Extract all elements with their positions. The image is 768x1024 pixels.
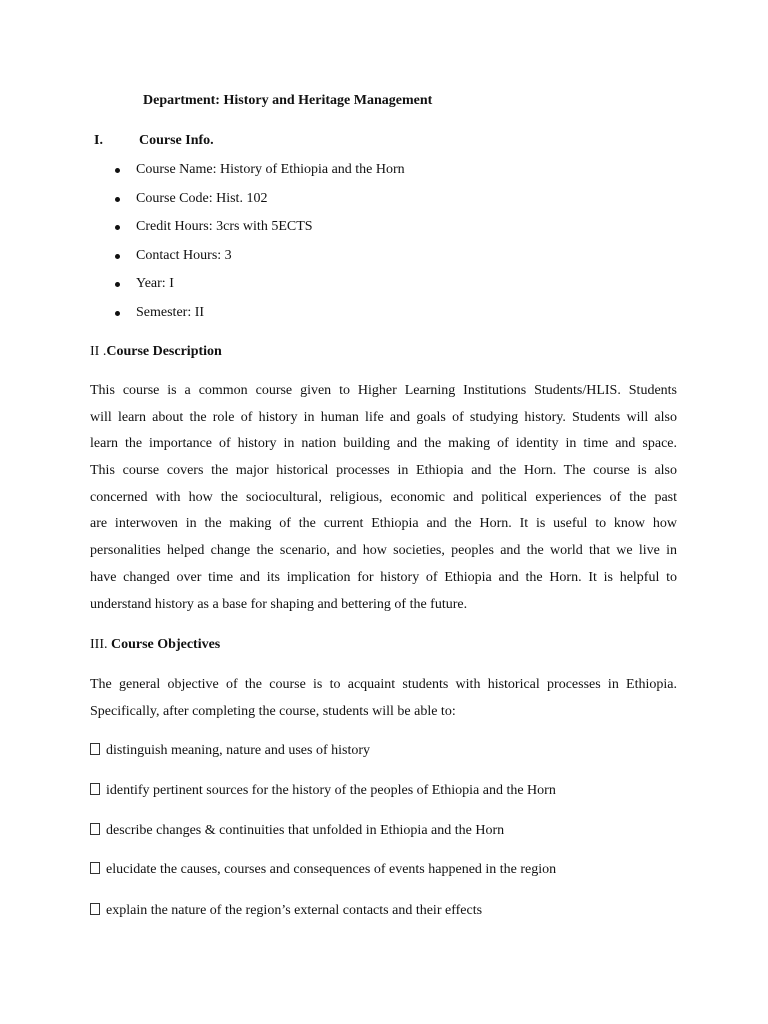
course-name: Course Name: History of Ethiopia and the Horn [136, 162, 405, 177]
bullet-icon [115, 282, 120, 287]
checkbox-glyph-icon [90, 823, 100, 835]
objective-item: explain the nature of the region’s external contacts and their effects [90, 903, 482, 919]
section-2-number: II . [90, 344, 107, 359]
section-2-heading [90, 344, 222, 360]
credit-hours: Credit Hours: 3crs with 5ECTS [136, 219, 313, 235]
paragraph-line: will learn about the role of history in human life and goals of studying history. Students will also [90, 409, 677, 425]
paragraph-line: personalities helped change the scenario, and how societies, peoples and the world that we live in [90, 543, 677, 559]
list-item [111, 213, 405, 242]
year: Year: I [136, 276, 174, 292]
section-2-title: Course Description [106, 344, 222, 359]
section-1-number: I. [94, 133, 103, 148]
bullet-icon [115, 254, 120, 259]
checkbox-glyph-icon [90, 903, 100, 915]
section-1-title: Course Info. [139, 133, 214, 148]
bullet-icon [115, 197, 120, 202]
department-heading: Department: History and Heritage Management [143, 93, 433, 108]
list-item [111, 270, 405, 299]
checkbox-glyph-icon [90, 743, 100, 755]
paragraph-line: This course covers the major historical processes in Ethiopia and the Horn. The course is also [90, 463, 677, 479]
course-info-list [111, 156, 405, 328]
bullet-icon [115, 168, 120, 173]
paragraph-line: Specifically, after completing the course, students will be able to: [90, 703, 456, 719]
section-3-heading [90, 637, 220, 653]
objective-item: elucidate the causes, courses and consequences of events happened in the region [90, 862, 556, 878]
objectives-intro-paragraph [90, 672, 677, 725]
section-3-number: III. [90, 637, 111, 652]
list-item [111, 299, 405, 328]
objective-item: distinguish meaning, nature and uses of history [90, 743, 370, 759]
objective-item: describe changes & continuities that unfolded in Ethiopia and the Horn [90, 823, 504, 839]
contact-hours: Contact Hours: 3 [136, 247, 232, 263]
list-item [111, 242, 405, 271]
paragraph-line: learn the importance of history in nation building and the making of identity in time and space. [90, 436, 677, 452]
checkbox-glyph-icon [90, 862, 100, 874]
paragraph-line: understand history as a base for shaping and bettering of the future. [90, 596, 468, 612]
checkbox-glyph-icon [90, 783, 100, 795]
paragraph-line: concerned with how the sociocultural, religious, economic and political experiences of the past [90, 489, 677, 505]
paragraph-line: have changed over time and its implication for history of Ethiopia and the Horn. It is helpful to [90, 569, 677, 585]
objective-item: identify pertinent sources for the history of the peoples of Ethiopia and the Horn [90, 783, 556, 799]
section-3-title: Course Objectives [111, 637, 221, 652]
paragraph-line: This course is a common course given to Higher Learning Institutions Students/HLIS. Students [90, 383, 677, 398]
bullet-icon [115, 311, 120, 316]
list-item [111, 185, 405, 214]
course-description-paragraph [90, 378, 677, 618]
bullet-icon [115, 225, 120, 230]
paragraph-line: are interwoven in the making of the current Ethiopia and the Horn. It is useful to know how [90, 516, 677, 532]
list-item [111, 156, 405, 185]
course-code: Course Code: Hist. 102 [136, 190, 268, 206]
semester: Semester: II [136, 304, 205, 320]
paragraph-line: The general objective of the course is to acquaint students with historical processes in Ethiopia. [90, 677, 677, 692]
